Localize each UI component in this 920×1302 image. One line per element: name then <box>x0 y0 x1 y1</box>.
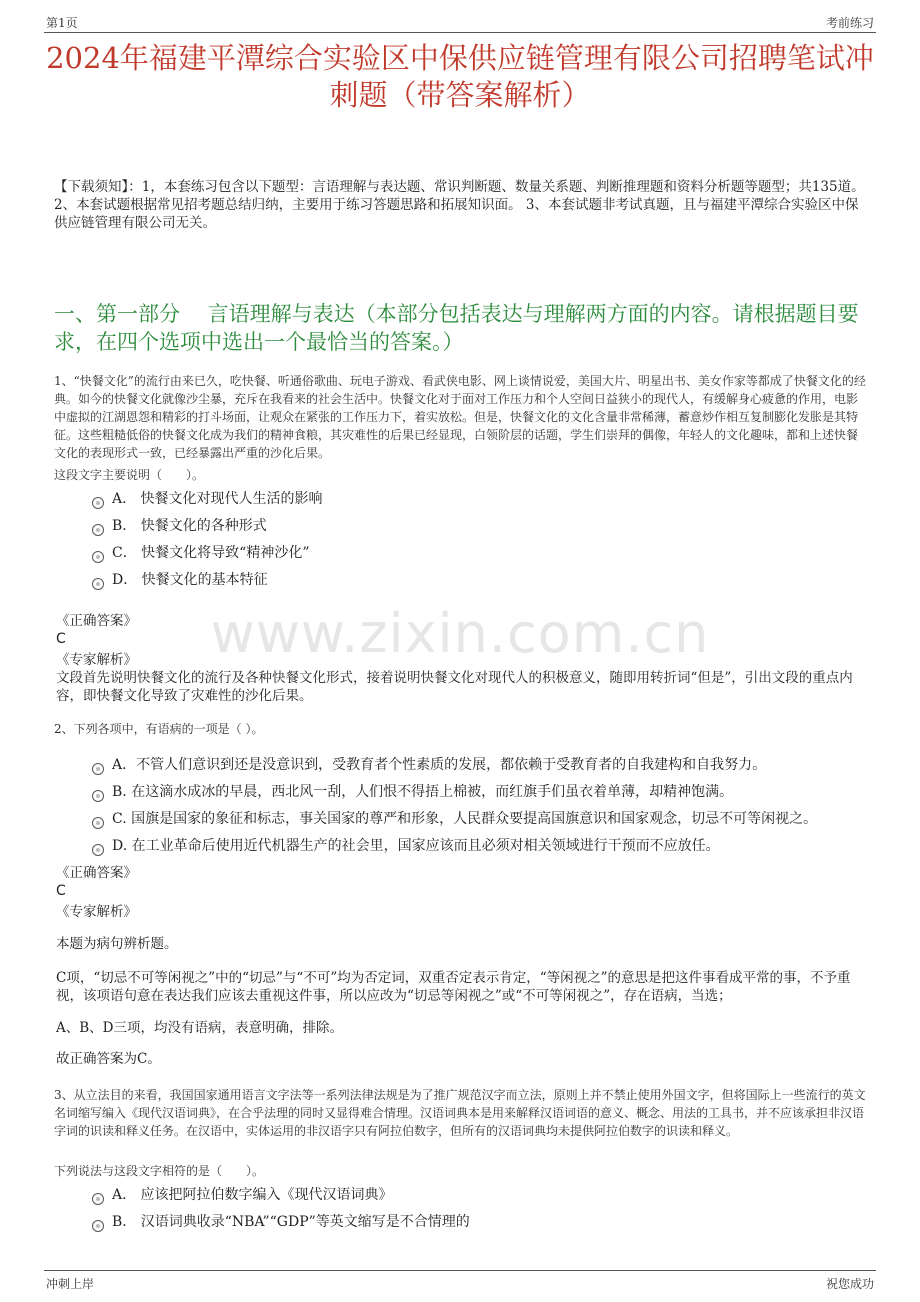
q2-option-a[interactable]: A．不管人们意识到还是没意识到，受教育者个性素质的发展，都依赖于受教育者的自我建构和自我努力。 <box>92 755 866 775</box>
q2-answer: C <box>56 883 66 899</box>
q1-option-d[interactable]: D． 快餐文化的基本特征 <box>92 570 866 590</box>
radio-icon[interactable] <box>92 844 104 856</box>
watermark: www.zixin.com.cn <box>210 602 710 665</box>
q2-analysis-abd: A、B、D三项，均没有语病，表意明确，排除。 <box>56 1020 343 1036</box>
page-header <box>44 12 876 33</box>
q1-analysis-label: 《专家解析》 <box>56 652 137 668</box>
question-3-stem: 3、从立法目的来看，我国国家通用语言文字法等一系列法律法规是为了推广规范汉字而立法，原则上并不禁止使用外国文字，但将国际上一些流行的英文名词缩写编入《现代汉语词典》，在合乎法理的同时又显得难合情理。汉语词典本是用来解释汉语词语的意义、概念、用法的工具书，并不应该承担非汉语字词的识读和释义任务。在汉语中，实体运用的非汉语字只有阿拉伯数字，但所有的汉语词典均未提供阿拉伯数字的识读和释义。 <box>54 1088 866 1138</box>
q2-analysis-label: 《专家解析》 <box>56 904 137 920</box>
radio-icon[interactable] <box>92 578 104 590</box>
download-notice: 【下载须知】：1，本套练习包含以下题型：言语理解与表达题、常识判断题、数量关系题、判断推理题和资料分析题等题型；共135道。 2、本套试题根据常见招考题总结归纳，主要用于练习答题思路和拓展知识面。 3、本套试题非考试真题，且与福建平潭综合实验区中保供应链管理有限公司无关。 <box>54 179 865 231</box>
q1-option-b[interactable]: B． 快餐文化的各种形式 <box>92 516 866 536</box>
q3-option-a[interactable]: A． 应该把阿拉伯数字编入《现代汉语词典》 <box>92 1185 866 1205</box>
radio-icon[interactable] <box>92 551 104 563</box>
radio-icon[interactable] <box>92 1193 104 1205</box>
document-title: 2024年福建平潭综合实验区中保供应链管理有限公司招聘笔试冲刺题（带答案解析） <box>46 41 874 112</box>
q1-analysis: 文段首先说明快餐文化的流行及各种快餐文化形式，接着说明快餐文化对现代人的积极意义，随即用转折词“但是”，引出文段的重点内容，即快餐文化导致了灾难性的沙化后果。 <box>56 670 853 704</box>
q3-option-b[interactable]: B． 汉语词典收录“NBA”“GDP”等英文缩写是不合情理的 <box>92 1212 866 1232</box>
question-3-prompt: 下列说法与这段文字相符的是（ ）。 <box>54 1164 265 1178</box>
page-footer <box>44 1270 876 1293</box>
q2-analysis-conclusion: 故正确答案为C。 <box>56 1051 161 1067</box>
question-1-stem: 1、“快餐文化”的流行由来已久，吃快餐、听通俗歌曲、玩电子游戏、看武侠电影、网上谈情说爱，美国大片、明星出书、美女作家等都成了快餐文化的经典。如今的快餐文化就像沙尘暴，充斥在我看来的社会生活中。快餐文化对于面对工作压力和个人空间日益狭小的现代人，有缓解身心疲惫的作用，电影中虚拟的江湖恩怨和精彩的打斗场面，让观众在紧张的工作压力下，着实放松。但是，快餐文化的文化含量非常稀薄，蓄意炒作相互复制膨化发胀是其特征。这些粗糙低俗的快餐文化成为我们的精神食粮，其灾难性的后果已经显现，白领阶层的话题，学生们崇拜的偶像，年轻人的文化趣味，都和上述快餐文化的表现形式一致，已经暴露出严重的沙化后果。 <box>54 374 866 460</box>
radio-icon[interactable] <box>92 524 104 536</box>
radio-icon[interactable] <box>92 497 104 509</box>
q2-correct-label: 《正确答案》 <box>56 865 137 881</box>
radio-icon[interactable] <box>92 1220 104 1232</box>
q1-option-a[interactable]: A． 快餐文化对现代人生活的影响 <box>92 489 866 509</box>
page-number: 第1页 <box>46 16 78 30</box>
q1-answer: C <box>56 631 66 647</box>
footer-right: 祝您成功 <box>825 1277 874 1291</box>
q2-analysis-intro: 本题为病句辨析题。 <box>56 936 178 952</box>
question-1-prompt: 这段文字主要说明（ ）。 <box>54 468 205 482</box>
section-title: 一、第一部分 言语理解与表达（本部分包括表达与理解两方面的内容。请根据题目要求，在四个选项中选出一个最恰当的答案。） <box>54 302 859 354</box>
q2-option-b[interactable]: B. 在这滴水成冰的早晨，西北风一刮，人们恨不得捂上棉被，而红旗手们虽衣着单薄，却精神饱满。 <box>92 782 866 802</box>
q2-analysis-c: C项，“切忌不可等闲视之”中的“切忌”与“不可”均为否定词，双重否定表示肯定，“等闲视之”的意思是把这件事看成平常的事，不予重视，该项语句意在表达我们应该去重视这件事，所以应改为“切忌等闲视之”或“不可等闲视之”，存在语病，当选； <box>56 970 851 1004</box>
header-label: 考前练习 <box>825 16 874 30</box>
q2-option-c[interactable]: C. 国旗是国家的象征和标志，事关国家的尊严和形象，人民群众要提高国旗意识和国家观念，切忌不可等闲视之。 <box>92 809 866 829</box>
question-2-stem: 2、下列各项中，有语病的一项是（ ）。 <box>54 722 264 736</box>
q1-option-c[interactable]: C． 快餐文化将导致“精神沙化” <box>92 543 866 563</box>
radio-icon[interactable] <box>92 817 104 829</box>
radio-icon[interactable] <box>92 763 104 775</box>
footer-left: 冲刺上岸 <box>46 1277 95 1291</box>
q1-correct-label: 《正确答案》 <box>56 613 137 629</box>
q2-option-d[interactable]: D. 在工业革命后使用近代机器生产的社会里，国家应该而且必须对相关领域进行干预而不应放任。 <box>92 836 866 856</box>
radio-icon[interactable] <box>92 790 104 802</box>
